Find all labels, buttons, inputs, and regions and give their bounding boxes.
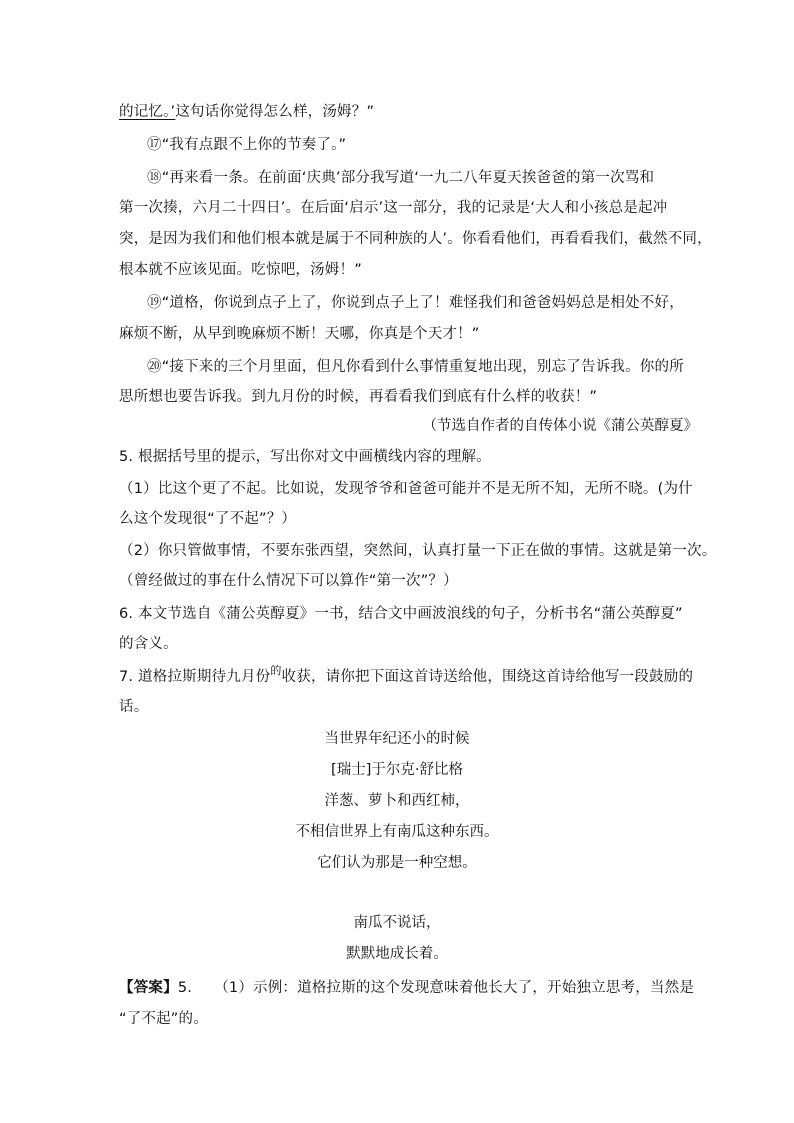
- story-line-1: [119, 102, 374, 122]
- paragraph-19-line-1: ⑲“道格，你说到点子上了，你说到点子上了！难怪我们和爸爸妈妈总是相处不好，: [147, 295, 684, 311]
- poem-line-2: 不相信世界上有南瓜这种东西。: [295, 824, 499, 840]
- question-5-1-line-2: 么这个发现很“了不起”？）: [119, 511, 297, 527]
- paragraph-18-line-4: 根本就不应该见面。吃惊吧，汤姆！”: [119, 262, 362, 278]
- question-7-line-2: 话。: [119, 699, 149, 715]
- paragraph-19-line-2: 麻烦不断，从早到晚麻烦不断！天哪，你真是个天才！”: [119, 326, 480, 342]
- paragraph-20-line-1: ⑳“接下来的三个月里面，但凡你看到什么事情重复地出现，别忘了告诉我。你的所: [147, 359, 684, 375]
- question-6-line-2: 的含义。: [119, 636, 178, 652]
- question-6-line-1: 6. 本文节选自《蒲公英醇夏》一书，结合文中画波浪线的句子，分析书名“蒲公英醇夏”: [119, 606, 683, 622]
- poem-line-3: 它们认为那是一种空想。: [317, 855, 477, 871]
- question-5-2-line-2: （曾经做过的事在什么情况下可以算作“第一次”？）: [119, 573, 458, 589]
- paragraph-17: ⑰“我有点跟不上你的节奏了。”: [147, 137, 347, 153]
- question-5-1-line-1: （1）比这个更了不起。比如说，发现爷爷和爸爸可能并不是无所不知，无所不晓。(为什: [119, 481, 693, 497]
- poem-title: 当世界年纪还小的时候: [324, 731, 470, 747]
- question-5: 5. 根据括号里的提示，写出你对文中画横线内容的理解。: [119, 449, 491, 465]
- poem-line-5: 默默地成长着。: [346, 946, 448, 962]
- paragraph-18-line-3: 突，是因为我们和他们根本就是属于不同种族的人’。你看看他们，再看看我们，截然不同，: [119, 231, 712, 247]
- source-note: （节选自作者的自传体小说《蒲公英醇夏》: [422, 418, 698, 434]
- answer-line-2: “了不起”的。: [119, 1011, 208, 1027]
- poem-line-1: 洋葱、萝卜和西红柿，: [324, 793, 470, 809]
- answer-text-a: 5. （1）示例：道格拉斯的这个发现意味着他长大了，开始独立思考，当然是: [177, 980, 695, 996]
- poem-author: [瑞士]于尔克·舒比格: [331, 762, 463, 778]
- paragraph-18-line-1: ⑱“再来看一条。在前面‘庆典’部分我写道‘一九二八年夏天挨爸爸的第一次骂和: [147, 170, 655, 186]
- question-7-text-a: 7. 道格拉斯期待九月份: [119, 669, 271, 685]
- question-7-text-b: 收获，请你把下面这首诗送给他，围绕这首诗给他写一段鼓励的: [281, 669, 694, 685]
- question-7-superscript: 的: [270, 664, 282, 677]
- poem-line-4: 南瓜不说话，: [353, 915, 441, 931]
- answer-label: 【答案】: [119, 980, 178, 996]
- underlined-phrase: 的记忆。’: [119, 104, 176, 120]
- answer-line-1: [119, 978, 694, 998]
- paragraph-18-line-2: 第一次揍，六月二十四日’。在后面‘启示’这一部分，我的记录是‘大人和小孩总是起冲: [119, 200, 668, 216]
- paragraph-20-line-2: 思所想也要告诉我。到九月份的时候，再看看我们到底有什么样的收获！”: [119, 389, 598, 405]
- story-line-1-rest: 这句话你觉得怎么样，汤姆？”: [175, 104, 375, 120]
- question-7-line-1: [119, 664, 694, 688]
- question-5-2-line-1: （2）你只管做事情，不要东张西望，突然间，认真打量一下正在做的事情。这就是第一次。: [119, 543, 717, 559]
